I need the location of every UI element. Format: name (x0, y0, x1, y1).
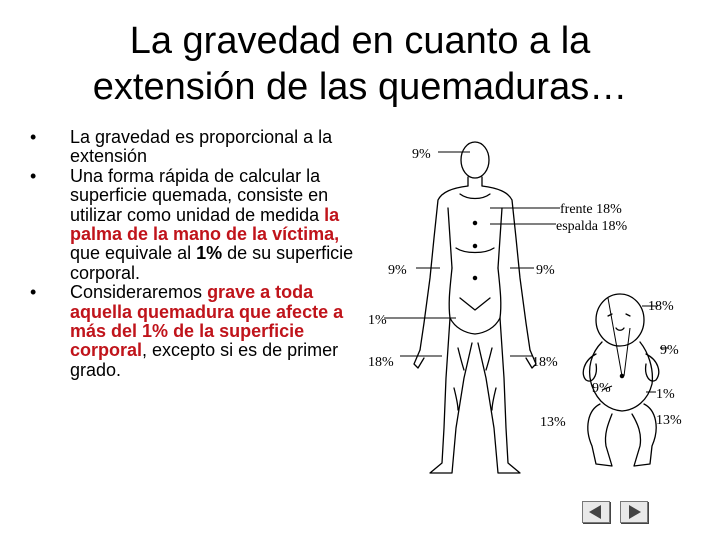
adult-figure (414, 142, 536, 473)
burn-rule-of-nines-figure (360, 128, 700, 478)
bullet-text-2b: que equivale al (70, 243, 197, 264)
bullet-marker: • (30, 165, 37, 186)
bullet-text-2a: Una forma rápida de calcular la superficie quemada, consiste en utilizar como unidad de medida (70, 165, 329, 225)
bullet-marker: • (30, 127, 37, 147)
label-front: frente 18% (560, 202, 622, 217)
label-adult-right-arm: 9% (536, 263, 555, 278)
bullet-marker: • (30, 282, 37, 303)
label-adult-left-leg: 18% (368, 355, 394, 370)
bullet-highlight-surface: de la superficie corporal (70, 321, 305, 361)
triangle-right-icon (621, 502, 647, 522)
label-adult-genital: 1% (368, 313, 387, 328)
title-line-1: La gravedad en cuanto a la (129, 20, 591, 62)
bullet-highlight-grave: grave a toda aquella quemadura que afecte a más del (70, 282, 344, 342)
child-figure (583, 294, 659, 466)
label-child-arm: 9% (660, 343, 679, 358)
next-slide-button[interactable] (620, 501, 648, 523)
slide-title (20, 18, 700, 110)
label-child-head: 18% (648, 299, 674, 314)
label-adult-left-arm: 9% (388, 263, 407, 278)
label-adult-right-leg: 18% (532, 355, 558, 370)
label-child-trunk: 9% (592, 381, 611, 396)
bullet-item-3 (30, 283, 360, 380)
previous-slide-button[interactable] (582, 501, 610, 523)
bullet-item-2 (30, 167, 360, 283)
bullet-item-1 (30, 128, 360, 167)
percentage-labels (368, 147, 682, 430)
label-child-genital: 1% (656, 387, 675, 402)
label-adult-head: 9% (412, 147, 431, 162)
bullet-highlight-palm: la palma de la mano de la víctima, (70, 204, 340, 245)
triangle-left-icon (583, 502, 609, 522)
bullet-bold-percent: 1% (196, 243, 223, 264)
body-diagram (360, 128, 700, 478)
leader-lines (384, 152, 668, 392)
label-child-left-leg: 13% (540, 415, 566, 430)
title-line-2: extensión de las quemaduras… (92, 66, 628, 108)
label-child-right-leg: 13% (656, 413, 682, 428)
bullet-list (30, 128, 360, 380)
bullet-text-1: La gravedad es proporcional a la extensión (70, 127, 333, 167)
bullet-text-3a: Consideraremos (70, 282, 208, 303)
bullet-text-3b: , excepto si es de primer grado. (70, 340, 339, 380)
bullet-text-2c: de su superficie corporal. (70, 243, 354, 283)
bullet-highlight-percent: 1% (142, 321, 169, 342)
label-back: espalda 18% (556, 219, 628, 234)
